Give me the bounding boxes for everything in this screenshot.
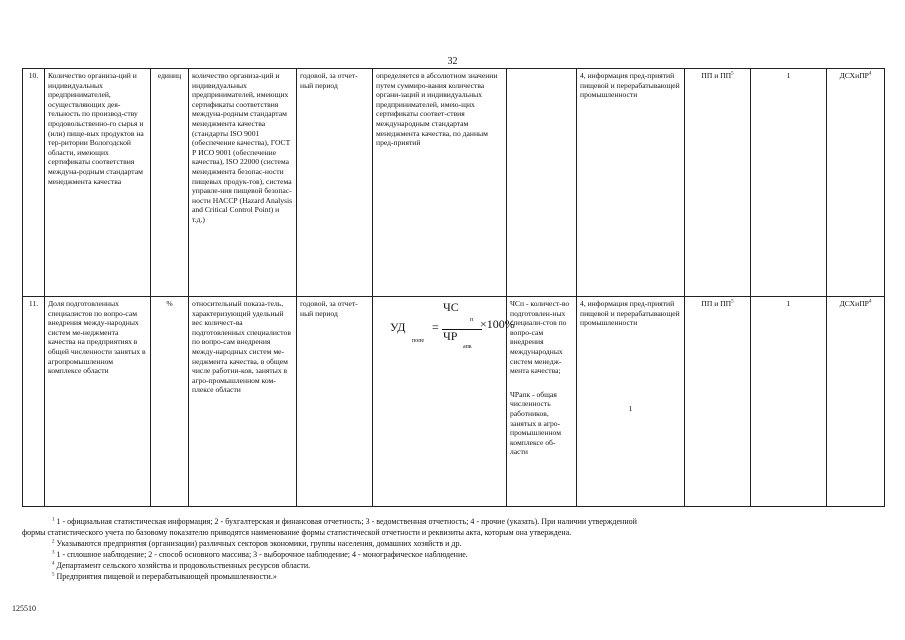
variables-cell (507, 297, 577, 507)
table-row (23, 297, 885, 507)
spacer (580, 328, 681, 404)
document-code: 125510 (12, 604, 36, 613)
footnote-3 (22, 549, 884, 560)
indicator-name: Количество организа-ций и индивидуальных предпринимателей, осуществляющих дея-тельность по производ-ству продовольственно-го сырья и (или) пище-вых продуктов на тер-ритории Вологодской области, имеющих сертификаты соответствия междуна-родным стандартам менеджмента качества (45, 69, 151, 297)
source-extra: 1 (628, 403, 633, 413)
indicator-table (22, 68, 885, 507)
responsible-footnote-ref: 4 (868, 299, 872, 305)
collection-method-cell: 1 (751, 69, 827, 297)
unit-cell: единиц (151, 69, 189, 297)
footnote-1-text: 1 - официальная статистическая информация; 2 - бухгалтерская и финансовая отчетность; 3 - ведомственная отчетность; 4 - прочие (указать). При наличии утвержденной (56, 517, 637, 526)
source-cell (577, 297, 685, 507)
footnote-5-marker: 5 (52, 572, 55, 578)
footnote-4-marker: 4 (52, 561, 55, 567)
footnote-5 (22, 571, 884, 582)
footnote-3-marker: 3 (52, 550, 55, 556)
footnote-5-text: Предприятия пищевой и перерабатывающей промышленности.» (56, 572, 277, 581)
definition-cell: количество организа-ций и индивидуальных предпринимателей, имеющих сертификаты соответствия междуна-родным стандартам менеджмента качества (стандарты ISO 9001 (обеспечение качества), ГОСТ Р ИСО 9001 (обеспечение качества), ISO 22000 (система менеджмента безопас-ности пищевых продук-тов), система управле-ния пищевой безопас-ности НАССР (Hazard Analysis and Critical Control Point) и т.д.) (189, 69, 297, 297)
formula (376, 299, 515, 359)
definition-cell: относительный показа-тель, характеризующий удельный вес количест-ва подготовленных специалистов по вопро-сам внедрения между-народных систем ме-неджмента качества, в общем числе работни-ков, занятых в агро-промышленном ком-плексе области (189, 297, 297, 507)
indicator-name: Доля подготовленных специалистов по вопро-сам внедрения между-народных систем ме-неджмента качества на предприятиях в общей численности занятых в агропромышленном комплексе области (45, 297, 151, 507)
footnote-2-text: Указываются предприятия (организации) различных секторов экономики, группы населения, домашних хозяйств и др. (56, 539, 462, 548)
formula-lhs-subscript: попе (412, 338, 425, 344)
footnote-4 (22, 560, 884, 571)
source-text: 4, информация пред-приятий пищевой и перерабатывающей промышленности (580, 299, 680, 328)
footnote-2-marker: 2 (52, 539, 55, 545)
formula-numerator: ЧС (443, 300, 459, 314)
formula-denominator-subscript: апк (463, 344, 472, 350)
variable-cs-definition: ЧСп - количест-во подготовлен-ных специали-стов по вопро-сам внедрения международных систем менедж-мента качества; (510, 299, 570, 376)
source-cell: 4, информация пред-приятий пищевой и перерабатывающей промышленности (577, 69, 685, 297)
responsible-cell (827, 69, 885, 297)
footnote-1-marker: 1 (52, 517, 55, 523)
formula-lhs: УД (390, 320, 406, 334)
footnote-1 (22, 516, 884, 527)
formula-multiplier: ×100% (480, 317, 515, 331)
group-text: ПП и ПП (701, 71, 732, 80)
spacer (510, 376, 573, 390)
group-footnote-ref: 5 (731, 299, 734, 305)
group-footnote-ref: 5 (731, 71, 734, 77)
period-cell: годовой, за отчет-ный период (297, 297, 373, 507)
period-cell: годовой, за отчет-ный период (297, 69, 373, 297)
variable-cr-definition: ЧРапк - общая численность работников, занятых в агро-промышленном комплексе об-ласти (510, 389, 562, 457)
responsible-text: ДСХиПР (839, 71, 869, 80)
footnote-4-text: Департамент сельского хозяйства и продовольственных ресурсов области. (56, 561, 311, 570)
variables-cell (507, 69, 577, 297)
row-number: 11. (23, 297, 45, 507)
formula-equals: = (432, 320, 439, 334)
table-row (23, 69, 885, 297)
footnote-1-continuation: формы статистического учета по базовому показателю приводятся наименование формы статистической отчетности и реквизиты акта, которым она утверждена. (22, 528, 572, 537)
method-cell: определяется в абсолютном значении путем суммиро-вания количества органи-заций и индивидуальных предпринимателей, имею-щих сертификаты соответ-ствия международным стандартам менеджмента качества, по данным пред-приятий (373, 69, 507, 297)
row-number: 10. (23, 69, 45, 297)
group-cell (685, 69, 751, 297)
formula-denominator: ЧР (443, 329, 458, 343)
responsible-cell (827, 297, 885, 507)
responsible-footnote-ref: 4 (868, 71, 872, 77)
group-text: ПП и ПП (701, 299, 732, 308)
page-number: 32 (447, 56, 458, 67)
unit-cell: % (151, 297, 189, 507)
responsible-text: ДСХиПР (839, 299, 869, 308)
formula-cell (373, 297, 515, 507)
footnote-2 (22, 538, 884, 549)
formula-numerator-subscript: п (470, 317, 474, 323)
collection-method-cell: 1 (751, 297, 827, 507)
footnote-3-text: 1 - сплошное наблюдение; 2 - способ основного массива; 3 - выборочное наблюдение; 4 - монографическое наблюдение. (56, 550, 468, 559)
footnotes (22, 516, 884, 582)
group-cell (685, 297, 751, 507)
